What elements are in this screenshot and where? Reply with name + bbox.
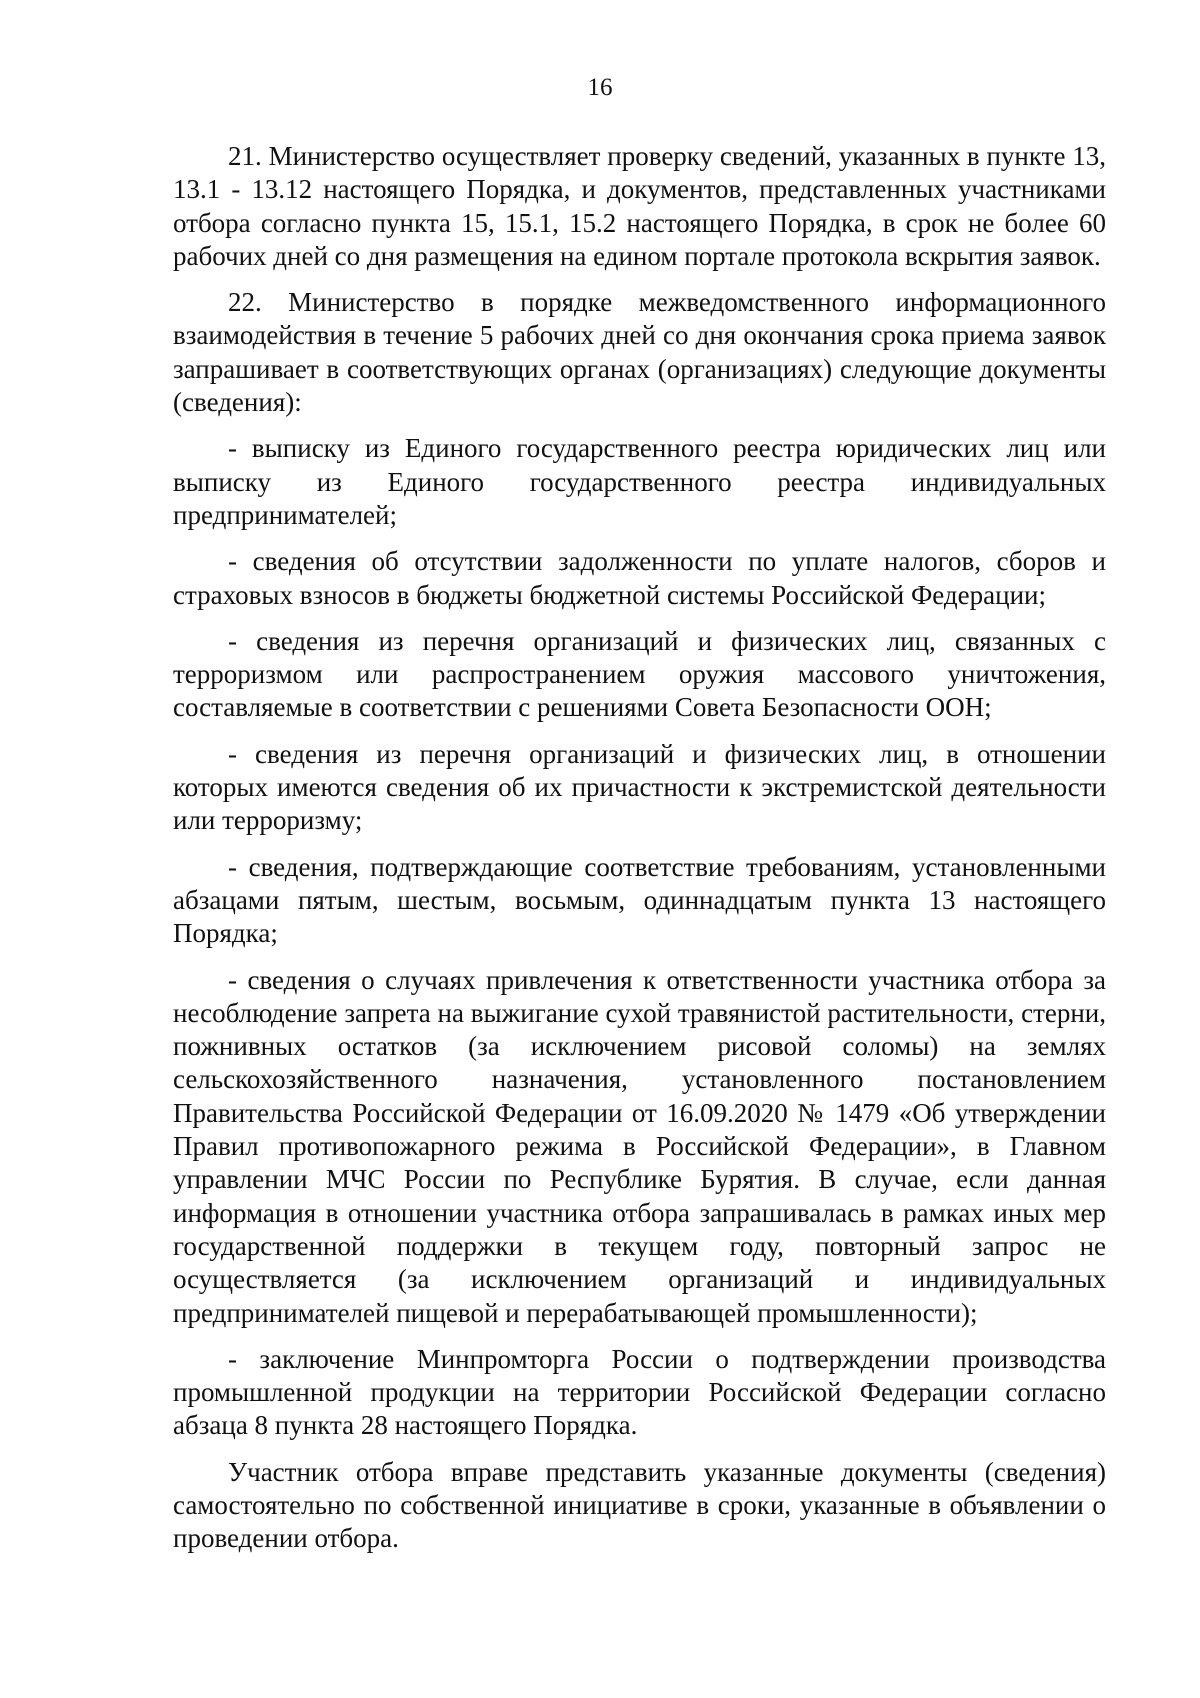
list-item-burning-ban-violations: - сведения о случаях привлечения к ответственности участника отбора за несоблюдение запрета на выжигание сухой травянистой растительности, стерни, пожнивных остатков (за исключением рисовой соломы) на землях сельскохозяйственного назначения, установленного постановлением Правительства Российской Федерации от 16.09.2020 № 1479 «Об утверждении Правил противопожарного режима в Российской Федерации», в Главном управлении МЧС России по Республике Бурятия. В случае, если данная информация в отношении участника отбора запрашивалась в рамках иных мер государственной поддержки в текущем году, повторный запрос не осуществляется (за исключением организаций и индивидуальных предпринимателей пищевой и перерабатывающей промышленности); <box>173 964 1106 1328</box>
paragraph-22: 22. Министерство в порядке межведомственного информационного взаимодействия в течение 5 рабочих дней со дня окончания срока приема заявок запрашивает в соответствующих органах (организациях) следующие документы (сведения): <box>173 287 1106 418</box>
list-item-requirements-compliance: - сведения, подтверждающие соответствие требованиям, установленными абзацами пятым, шестым, восьмым, одиннадцатым пункта 13 настоящего Порядка; <box>173 851 1106 949</box>
paragraph-participant-right: Участник отбора вправе представить указанные документы (сведения) самостоятельно по собственной инициативе в сроки, указанные в объявлении о проведении отбора. <box>173 1456 1106 1554</box>
list-item-terrorism-un-list: - сведения из перечня организаций и физических лиц, связанных с терроризмом или распространением оружия массового уничтожения, составляемые в соответствии с решениями Совета Безопасности ООН; <box>173 625 1106 723</box>
document-body <box>173 140 1106 1569</box>
paragraph-21: 21. Министерство осуществляет проверку сведений, указанных в пункте 13, 13.1 - 13.12 настоящего Порядка, и документов, представленных участниками отбора согласно пункта 15, 15.1, 15.2 настоящего Порядка, в срок не более 60 рабочих дней со дня размещения на едином портале протокола вскрытия заявок. <box>173 141 1106 271</box>
list-item-tax-debt-info: - сведения об отсутствии задолженности по уплате налогов, сборов и страховых взносов в бюджеты бюджетной системы Российской Федерации; <box>173 546 1106 610</box>
list-item-egrul-extract: - выписку из Единого государственного реестра юридических лиц или выписку из Единого государственного реестра индивидуальных предпринимателей; <box>173 433 1106 530</box>
page-number: 16 <box>587 74 613 101</box>
list-item-minpromtorg-conclusion: - заключение Минпромторга России о подтверждении производства промышленной продукции на территории Российской Федерации согласно абзаца 8 пункта 28 настоящего Порядка. <box>173 1343 1106 1441</box>
list-item-extremism-list: - сведения из перечня организаций и физических лиц, в отношении которых имеются сведения об их причастности к экстремистской деятельности или терроризму; <box>173 738 1106 836</box>
